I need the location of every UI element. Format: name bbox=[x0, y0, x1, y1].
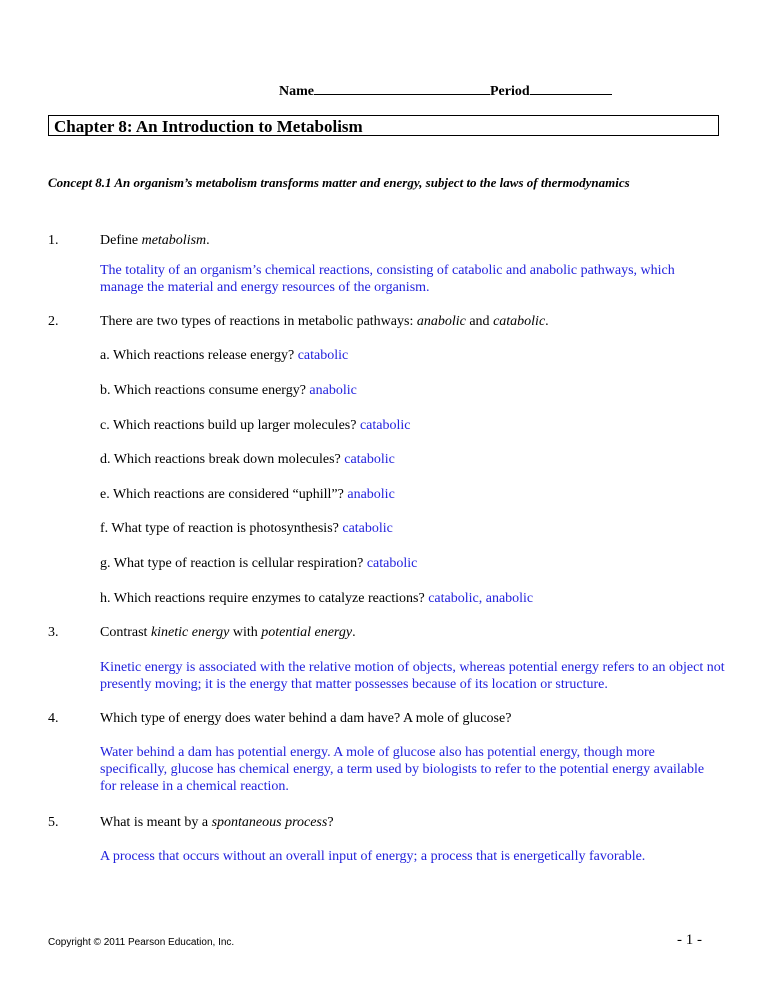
subanswer: catabolic bbox=[366, 556, 418, 571]
name-label: Name bbox=[279, 84, 314, 99]
chapter-title-box bbox=[48, 115, 719, 136]
question-number: 1. bbox=[48, 233, 59, 248]
subquestion-2h: h. Which reactions require enzymes to catalyze reactions? catabolic, anabolic bbox=[100, 591, 534, 606]
subquestion-2b: b. Which reactions consume energy? anabolic bbox=[100, 383, 357, 398]
subanswer: catabolic bbox=[342, 521, 393, 536]
question-text: There are two types of reactions in metabolic pathways: anabolic and catabolic. bbox=[100, 314, 549, 329]
subanswer: catabolic bbox=[297, 348, 349, 363]
question-number: 4. bbox=[48, 711, 59, 726]
question-text: What is meant by a spontaneous process? bbox=[100, 815, 334, 830]
subquestion-2f: f. What type of reaction is photosynthesis? catabolic bbox=[100, 521, 393, 536]
period-blank bbox=[530, 80, 612, 95]
chapter-title: Chapter 8: An Introduction to Metabolism bbox=[54, 117, 363, 136]
subquestion-2d: d. Which reactions break down molecules? catabolic bbox=[100, 452, 395, 467]
answer-4: Water behind a dam has potential energy. A mole of glucose also has potential energy, though more specifically, glucose has chemical energy, a term used by biologists to refer to the potential energy available for release in a chemical reaction. bbox=[100, 745, 705, 794]
question-text: Contrast kinetic energy with potential energy. bbox=[100, 625, 356, 640]
question-number: 3. bbox=[48, 625, 59, 640]
answer-5: A process that occurs without an overall input of energy; a process that is energetically favorable. bbox=[100, 849, 646, 864]
subanswer: anabolic bbox=[309, 383, 357, 398]
answer-3: Kinetic energy is associated with the relative motion of objects, whereas potential energy refers to an object not presently moving; it is the energy that matter possesses because of its location or structure. bbox=[100, 660, 725, 692]
question-number: 2. bbox=[48, 314, 59, 329]
question-text: Define metabolism. bbox=[100, 233, 210, 248]
copyright-footer: Copyright © 2011 Pearson Education, Inc. bbox=[48, 937, 235, 948]
name-period-header bbox=[279, 80, 612, 100]
subanswer: catabolic bbox=[344, 452, 395, 467]
concept-heading: Concept 8.1 An organism’s metabolism transforms matter and energy, subject to the laws of thermodynamics bbox=[48, 175, 630, 190]
subquestion-2a: a. Which reactions release energy? catabolic bbox=[100, 348, 349, 363]
subquestion-2c: c. Which reactions build up larger molecules? catabolic bbox=[100, 418, 411, 433]
period-label: Period bbox=[490, 84, 530, 99]
subanswer: anabolic bbox=[347, 487, 395, 502]
subanswer: catabolic, anabolic bbox=[428, 591, 534, 606]
page-number: - 1 - bbox=[677, 932, 702, 948]
answer-1: The totality of an organism’s chemical reactions, consisting of catabolic and anabolic pathways, which manage the material and energy resources of the organism. bbox=[100, 263, 675, 295]
question-number: 5. bbox=[48, 815, 59, 830]
subanswer: catabolic bbox=[359, 418, 411, 433]
question-text: Which type of energy does water behind a dam have? A mole of glucose? bbox=[100, 711, 512, 726]
subquestion-2g: g. What type of reaction is cellular respiration? catabolic bbox=[100, 556, 418, 571]
name-blank bbox=[314, 80, 490, 95]
subquestion-2e: e. Which reactions are considered “uphill”? anabolic bbox=[100, 487, 395, 502]
